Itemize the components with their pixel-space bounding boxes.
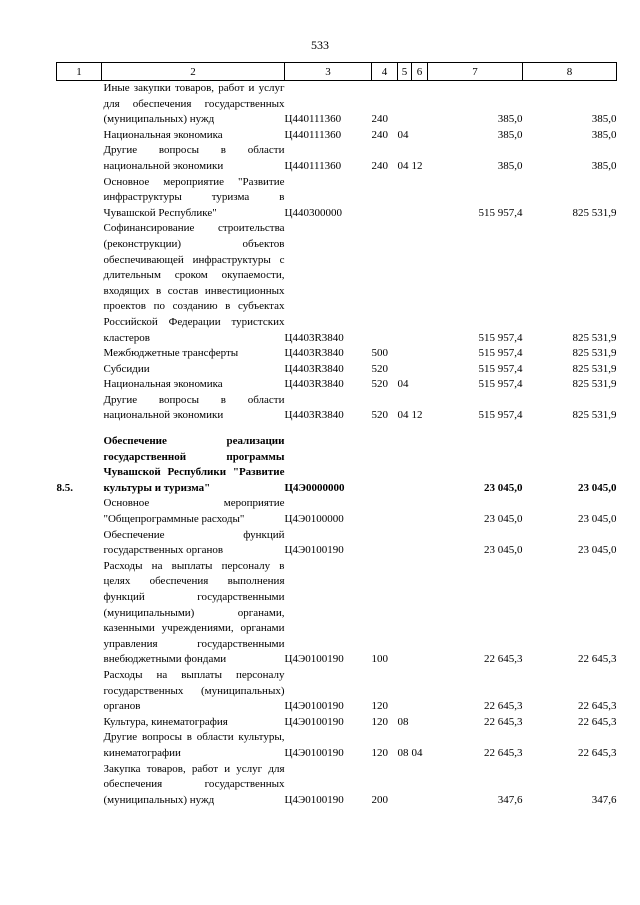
target-code-cell: Ц4403R3840 <box>284 331 344 344</box>
amount-col8-cell: 825 531,9 <box>572 378 617 391</box>
expense-type-cell: 240 <box>371 159 388 172</box>
section-number-cell <box>57 496 102 527</box>
amount-col7-cell: 23 045,0 <box>484 513 523 526</box>
item-name-cell: Закупка товаров, работ и услуг для обеспечения государственных (муниципальных) нужд <box>103 762 285 806</box>
table-row <box>57 143 617 174</box>
target-code-cell: Ц4403R3840 <box>284 362 344 375</box>
table-row <box>57 528 617 559</box>
section-cell: 08 <box>397 715 409 728</box>
item-name-cell: Софинансирование строительства (реконструкции) объектов обеспечивающей инфраструктуры с длительным сроком окупаемости, входящих в состав инвестиционных проектов по созданию в субъектах Российской Федерации туристских кластеров <box>103 222 285 344</box>
target-code-cell: Ц4Э0100190 <box>284 653 344 666</box>
expense-type-cell <box>372 434 398 496</box>
table-row <box>57 393 617 424</box>
expense-type-cell: 520 <box>371 378 388 391</box>
expense-type-cell: 120 <box>371 700 388 713</box>
expense-type-cell: 520 <box>371 409 388 422</box>
item-name-cell: Субсидии <box>103 362 150 375</box>
section-number-cell <box>57 377 102 393</box>
section-cell <box>398 762 412 809</box>
amount-col8-cell: 825 531,9 <box>572 347 617 360</box>
expense-type-cell: 240 <box>371 128 388 141</box>
item-name-cell: Другие вопросы в области культуры, кинематографии <box>103 731 285 759</box>
table-row <box>57 362 617 378</box>
amount-col8-cell: 22 645,3 <box>578 746 617 759</box>
header-cell: 1 <box>57 63 102 81</box>
section-number-cell <box>57 128 102 144</box>
target-code-cell: Ц4Э0100190 <box>284 746 344 759</box>
expense-type-cell: 520 <box>371 362 388 375</box>
subsection-cell: 12 <box>411 409 423 422</box>
amount-col7-cell: 23 045,0 <box>484 481 523 494</box>
amount-col8-cell: 385,0 <box>591 113 617 126</box>
amount-col8-cell: 825 531,9 <box>572 409 617 422</box>
section-number-cell <box>57 81 102 128</box>
section-cell <box>398 362 412 378</box>
expense-type-cell: 500 <box>371 347 388 360</box>
amount-col8-cell: 347,6 <box>591 793 617 806</box>
target-code-cell: Ц4Э0100000 <box>284 513 344 526</box>
amount-col8-cell: 385,0 <box>591 159 617 172</box>
table-row <box>57 715 617 731</box>
target-code-cell: Ц4Э0000000 <box>284 481 345 494</box>
target-code-cell: Ц440111360 <box>284 159 342 172</box>
amount-col7-cell: 515 957,4 <box>478 206 523 219</box>
section-cell <box>398 346 412 362</box>
table-row <box>57 377 617 393</box>
header-cell: 8 <box>523 63 617 81</box>
subsection-cell <box>412 762 428 809</box>
amount-col7-cell: 22 645,3 <box>484 700 523 713</box>
amount-col7-cell: 22 645,3 <box>484 715 523 728</box>
section-cell <box>398 528 412 559</box>
subsection-cell: 12 <box>411 159 423 172</box>
item-name-cell: Другие вопросы в области национальной экономики <box>103 393 285 422</box>
target-code-cell: Ц4403R3840 <box>284 378 344 391</box>
header-cell: 5 <box>398 63 412 81</box>
amount-col8-cell: 825 531,9 <box>572 206 617 219</box>
amount-col7-cell: 22 645,3 <box>484 746 523 759</box>
expense-type-cell <box>372 221 398 346</box>
page-number: 533 <box>311 38 329 52</box>
table-row <box>57 762 617 809</box>
amount-col7-cell: 347,6 <box>497 793 523 806</box>
amount-col8-cell: 385,0 <box>591 128 617 141</box>
section-cell: 04 <box>397 378 409 391</box>
table-row <box>57 81 617 128</box>
amount-col8-cell: 825 531,9 <box>572 362 617 375</box>
section-cell <box>398 668 412 715</box>
subsection-cell <box>412 362 428 378</box>
item-name-cell: Культура, кинематография <box>103 715 228 728</box>
amount-col7-cell: 515 957,4 <box>478 409 523 422</box>
amount-col8-cell: 23 045,0 <box>578 544 617 557</box>
expense-type-cell <box>372 528 398 559</box>
header-cell: 7 <box>428 63 523 81</box>
spacer-row <box>57 424 617 434</box>
section-cell <box>398 434 412 496</box>
section-cell: 04 <box>397 128 409 141</box>
section-number-cell: 8.5. <box>56 481 73 494</box>
item-name-cell: Иные закупки товаров, работ и услуг для обеспечения государственных (муниципальных) нужд <box>103 82 285 126</box>
subsection-cell <box>412 128 428 144</box>
header-cell: 3 <box>285 63 372 81</box>
subsection-cell <box>412 346 428 362</box>
item-name-cell: Другие вопросы в области национальной экономики <box>103 144 285 172</box>
amount-col7-cell: 515 957,4 <box>478 378 523 391</box>
item-name-cell: Национальная экономика <box>103 378 223 391</box>
amount-col7-cell: 385,0 <box>497 128 523 141</box>
expense-type-cell: 120 <box>371 746 388 759</box>
target-code-cell: Ц4403R3840 <box>284 409 344 422</box>
section-number-cell <box>57 393 102 424</box>
amount-col7-cell: 515 957,4 <box>478 331 523 344</box>
target-code-cell: Ц4403R3840 <box>284 347 344 360</box>
table-header-row <box>57 63 617 81</box>
section-cell: 04 <box>397 409 409 422</box>
section-number-cell <box>57 221 102 346</box>
table-row <box>57 730 617 761</box>
header-cell: 2 <box>102 63 285 81</box>
target-code-cell: Ц440111360 <box>284 128 342 141</box>
table-row <box>57 496 617 527</box>
section-number-cell <box>57 762 102 809</box>
amount-col7-cell: 515 957,4 <box>478 362 523 375</box>
section-cell <box>398 221 412 346</box>
target-code-cell: Ц4Э0100190 <box>284 700 344 713</box>
section-cell <box>398 81 412 128</box>
subsection-cell <box>412 81 428 128</box>
table-row <box>57 346 617 362</box>
table-row <box>57 128 617 144</box>
target-code-cell: Ц440300000 <box>284 206 342 219</box>
section-number-cell <box>57 668 102 715</box>
subsection-cell: 04 <box>411 746 423 759</box>
subsection-cell <box>412 377 428 393</box>
subsection-cell <box>412 528 428 559</box>
section-cell <box>398 496 412 527</box>
subsection-cell <box>412 175 428 222</box>
section-number-cell <box>57 715 102 731</box>
section-cell: 04 <box>397 159 409 172</box>
item-name-cell: Межбюджетные трансферты <box>103 347 239 360</box>
target-code-cell: Ц4Э0100190 <box>284 793 344 806</box>
section-number-cell <box>57 559 102 668</box>
section-cell: 08 <box>397 746 409 759</box>
table-body <box>57 81 617 809</box>
amount-col7-cell: 385,0 <box>497 113 523 126</box>
amount-col7-cell: 22 645,3 <box>484 653 523 666</box>
subsection-cell <box>412 715 428 731</box>
subsection-cell <box>412 559 428 668</box>
amount-col7-cell: 515 957,4 <box>478 347 523 360</box>
target-code-cell: Ц440111360 <box>284 113 342 126</box>
expense-type-cell: 200 <box>371 793 388 806</box>
item-name-cell: Основное мероприятие "Общепрограммные расходы" <box>103 497 285 526</box>
target-code-cell: Ц4Э0100190 <box>284 544 344 557</box>
section-number-cell <box>57 175 102 222</box>
header-cell: 4 <box>372 63 398 81</box>
amount-col7-cell: 385,0 <box>497 159 523 172</box>
subsection-cell <box>412 668 428 715</box>
header-cell: 6 <box>412 63 428 81</box>
table-row <box>57 559 617 668</box>
table-row <box>57 434 617 496</box>
spacer-cell <box>57 424 617 434</box>
target-code-cell: Ц4Э0100190 <box>284 715 344 728</box>
section-number-cell <box>57 346 102 362</box>
amount-col8-cell: 825 531,9 <box>572 331 617 344</box>
table-row <box>57 668 617 715</box>
expense-type-cell: 240 <box>371 113 388 126</box>
amount-col8-cell: 22 645,3 <box>578 700 617 713</box>
item-name-cell: Обеспечение реализации государственной программы Чувашской Республики "Развитие культуры и туризма" <box>103 435 285 494</box>
expense-type-cell <box>372 175 398 222</box>
table-row <box>57 175 617 222</box>
section-number-cell <box>57 730 102 761</box>
amount-col8-cell: 23 045,0 <box>578 513 617 526</box>
section-number-cell <box>57 143 102 174</box>
item-name-cell: Расходы на выплаты персоналу в целях обеспечения выполнения функций государственными (муниципальными) органами, казенными учреждениями, органами управления государственными внебюджетными фондами <box>103 559 285 666</box>
expense-type-cell: 120 <box>371 715 388 728</box>
subsection-cell <box>412 221 428 346</box>
amount-col7-cell: 23 045,0 <box>484 544 523 557</box>
item-name-cell: Обеспечение функций государственных органов <box>103 528 285 557</box>
amount-col8-cell: 22 645,3 <box>578 715 617 728</box>
section-cell <box>398 175 412 222</box>
expense-type-cell: 100 <box>371 653 388 666</box>
section-number-cell <box>57 528 102 559</box>
budget-table <box>56 62 617 808</box>
section-cell <box>398 559 412 668</box>
item-name-cell: Национальная экономика <box>103 128 223 141</box>
amount-col8-cell: 23 045,0 <box>578 481 617 494</box>
subsection-cell <box>412 496 428 527</box>
subsection-cell <box>412 434 428 496</box>
item-name-cell: Основное мероприятие "Развитие инфраструктуры туризма в Чувашской Республике" <box>103 175 285 219</box>
section-number-cell <box>57 362 102 378</box>
amount-col8-cell: 22 645,3 <box>578 653 617 666</box>
expense-type-cell <box>372 496 398 527</box>
item-name-cell: Расходы на выплаты персоналу государственных (муниципальных) органов <box>103 668 285 713</box>
table-row <box>57 221 617 346</box>
